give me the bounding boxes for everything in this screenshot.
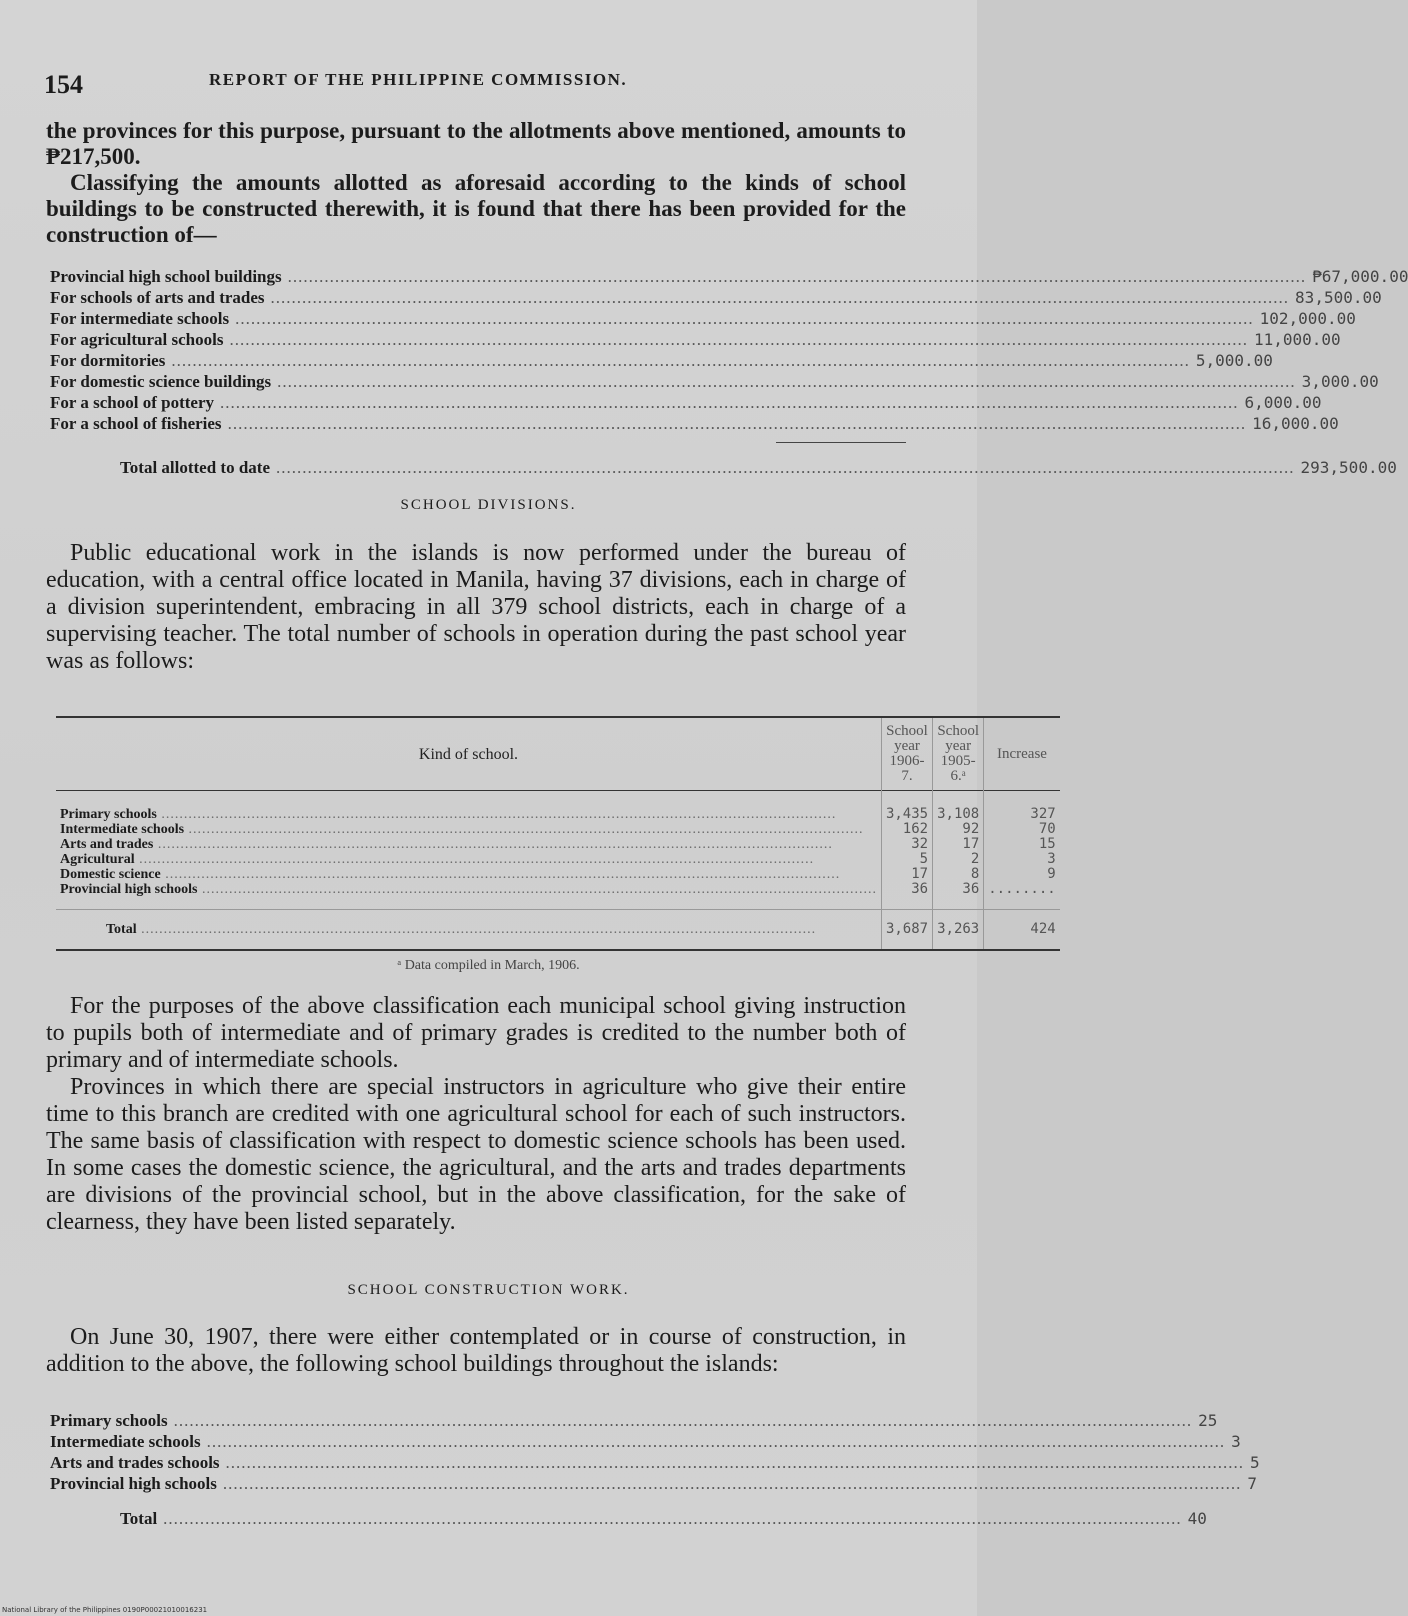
table-row: Primary schools ..... 3,435 3,108 327	[56, 791, 1060, 823]
allotment-total-row: Total allotted to date ..... 293,500.00	[50, 457, 906, 478]
allotment-row: For domestic science buildings ..... 3,000.00	[50, 371, 906, 392]
table-total-row: Total ..... 3,687 3,263 424	[56, 910, 1060, 951]
table-footnote: ᵃ Data compiled in March, 1906.	[397, 958, 580, 973]
allotment-list	[50, 266, 1408, 478]
header-increase: Increase	[984, 717, 1060, 791]
table-row: Arts and trades ..... 32 17 15	[56, 837, 1060, 852]
section-heading-school-divisions: SCHOOL DIVISIONS.	[400, 497, 577, 513]
construction-row: Intermediate schools ..... 3	[50, 1431, 906, 1452]
construction-text	[46, 1324, 906, 1378]
construction-row: Primary schools ..... 25	[50, 1410, 906, 1431]
classification-paragraph-2: Provinces in which there are special instructors in agriculture who give their entire time to this branch are credited with one agricultural school for each of such instructors. The same basis of classification with respect to domestic science schools has been used. In some cases the domestic science, the agricultural, and the arts and trades departments are divisions of the provincial school, but in the above classification, for the sake of clearness, they have been listed separately.	[46, 1074, 906, 1235]
total-rule	[776, 442, 906, 443]
section-heading-construction: SCHOOL CONSTRUCTION WORK.	[347, 1282, 630, 1298]
running-title: REPORT OF THE PHILIPPINE COMMISSION.	[209, 70, 628, 89]
header-year-1905: School year 1905-6.ᵃ	[933, 717, 984, 791]
header-kind: Kind of school.	[418, 745, 519, 763]
page-number: 154	[44, 70, 83, 99]
table-row: Provincial high schools ..... 36 36 ........	[56, 882, 1060, 910]
classification-text	[46, 993, 906, 1236]
table-row: Domestic science ..... 17 8 9	[56, 867, 1060, 882]
page-header	[44, 62, 904, 102]
classification-paragraph-1: For the purposes of the above classification each municipal school giving instruction to pupils both of intermediate and of primary grades is credited to the number both of primary and of intermediate schools.	[46, 993, 906, 1073]
allotment-row: For a school of fisheries ..... 16,000.00	[50, 413, 906, 434]
construction-list	[50, 1410, 1260, 1529]
school-divisions-paragraph: Public educational work in the islands is now performed under the bureau of education, with a central office located in Manila, having 37 divisions, each in charge of a division superintendent, embracing in all 379 school districts, each in charge of a supervising teacher. The total number of schools in operation during the past school year was as follows:	[46, 540, 906, 674]
allotment-row: For schools of arts and trades ..... 83,500.00	[50, 287, 906, 308]
intro-paragraph-2: Classifying the amounts allotted as aforesaid according to the kinds of school buildings to be constructed therewith, it is found that there has been provided for the construction of—	[46, 170, 906, 247]
construction-row: Provincial high schools ..... 7	[50, 1473, 906, 1494]
allotment-row: For dormitories ..... 5,000.00	[50, 350, 906, 371]
table-header-row	[56, 717, 1060, 791]
allotment-row: For intermediate schools ..... 102,000.00	[50, 308, 906, 329]
allotment-row: Provincial high school buildings ..... ₱67,000.00	[50, 266, 906, 287]
table-row: Agricultural ..... 5 2 3	[56, 852, 1060, 867]
scan-source-label: National Library of the Philippines 0190P00021010016231	[2, 1606, 208, 1614]
intro-paragraph-1: the provinces for this purpose, pursuant to the allotments above mentioned, amounts to ₱217,500.	[46, 118, 906, 169]
school-divisions-text	[46, 540, 906, 675]
construction-row: Arts and trades schools ..... 5	[50, 1452, 906, 1473]
allotment-row: For a school of pottery ..... 6,000.00	[50, 392, 906, 413]
header-year-1906: School year 1906-7.	[881, 717, 932, 791]
intro-text	[46, 118, 906, 248]
construction-total-row: Total ..... 40	[50, 1508, 906, 1529]
schools-table	[56, 716, 1056, 951]
table-row: Intermediate schools ..... 162 92 70	[56, 822, 1060, 837]
allotment-row: For agricultural schools ..... 11,000.00	[50, 329, 906, 350]
construction-paragraph: On June 30, 1907, there were either contemplated or in course of construction, in addition to the above, the following school buildings throughout the islands:	[46, 1324, 906, 1377]
